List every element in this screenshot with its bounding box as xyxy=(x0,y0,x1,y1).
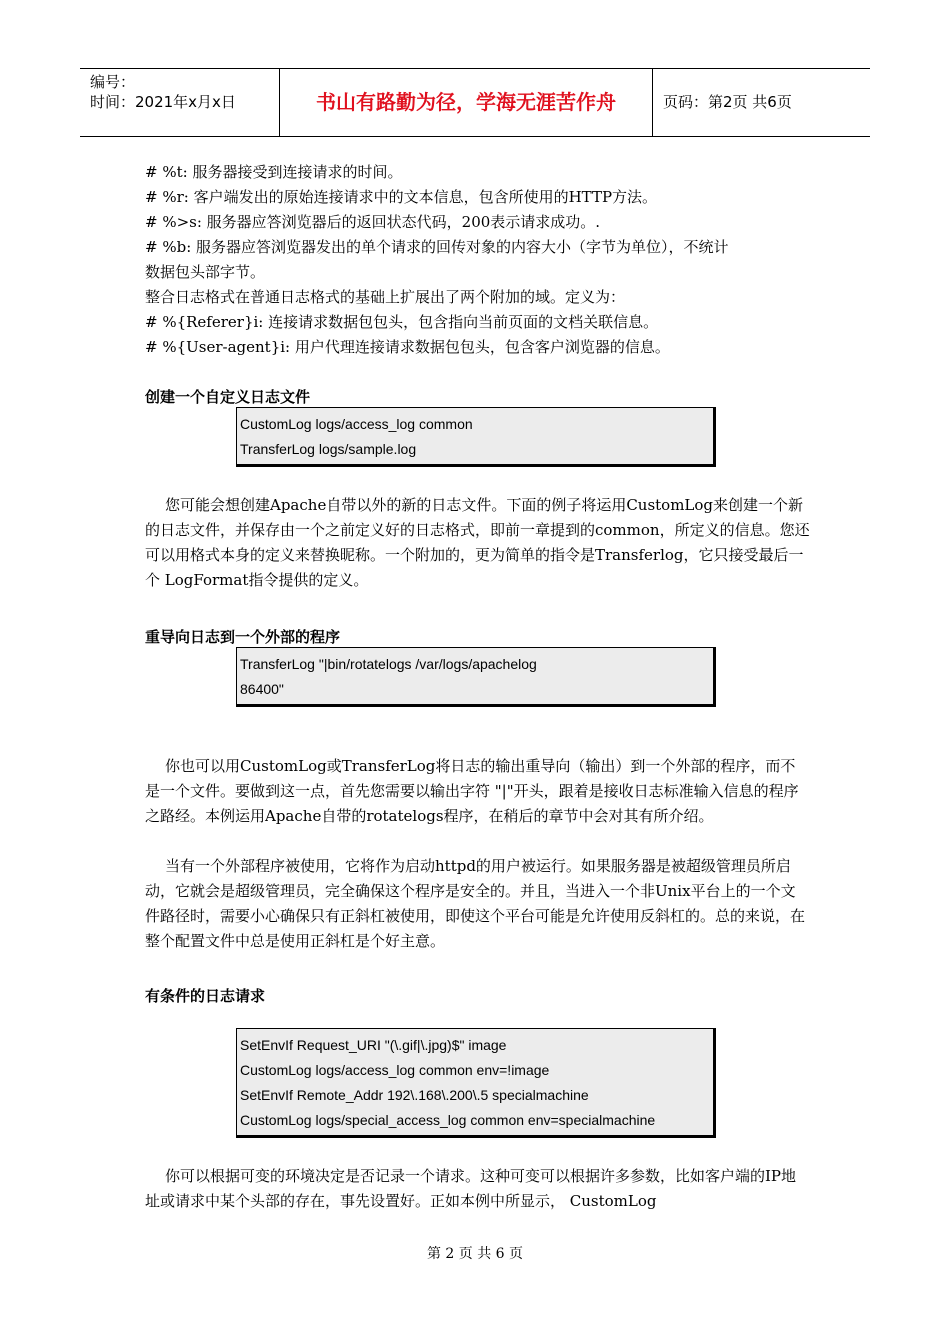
header-page-info: 页码：第2页 共6页 xyxy=(663,93,792,111)
paragraph-custom-log: 您可能会想创建Apache自带以外的新的日志文件。下面的例子将运用CustomLog来创建一个新的日志文件，并保存由一个之前定义好的日志格式，即前一章提到的common，所定义的信息。您还可以用格式本身的定义来替换昵称。一个附加的，更为简单的指令是Transferlog，它只接受最后一个 LogFormat指令提供的定义。 xyxy=(145,496,810,589)
header-meta xyxy=(80,69,280,136)
code-line: SetEnvIf Request_URI "(\.gif|\.jpg)$" image xyxy=(240,1037,507,1053)
code-line: CustomLog logs/access_log common xyxy=(240,416,473,432)
format-definitions xyxy=(145,160,810,360)
code-line: TransferLog logs/sample.log xyxy=(240,441,417,457)
code-block-redirect xyxy=(236,647,716,707)
format-line: # %t: 服务器接受到连接请求的时间。 xyxy=(145,163,403,181)
format-line: # %>s: 服务器应答浏览器后的返回状态代码，200表示请求成功。. xyxy=(145,213,601,231)
format-line: # %{User-agent}i: 用户代理连接请求数据包包头，包含客户浏览器的信息。 xyxy=(145,338,670,356)
header-motto: 书山有路勤为径，学海无涯苦作舟 xyxy=(280,69,653,136)
format-line: # %b: 服务器应答浏览器发出的单个请求的回传对象的内容大小（字节为单位），不统计 xyxy=(145,238,729,256)
page-header xyxy=(80,68,870,137)
document-date: 时间：2021年x月x日 xyxy=(90,93,236,111)
paragraph-external-program: 当有一个外部程序被使用，它将作为启动httpd的用户被运行。如果服务器是被超级管理员所启动，它就会是超级管理员，完全确保这个程序是安全的。并且，当进入一个非Unix平台上的一个文件路径时，需要小心确保只有正斜杠被使用，即使这个平台可能是允许使用反斜杠的。总的来说，在整个配置文件中总是使用正斜杠是个好主意。 xyxy=(145,857,806,950)
code-block-custom-log xyxy=(236,407,716,467)
format-line: # %r: 客户端发出的原始连接请求中的文本信息，包含所使用的HTTP方法。 xyxy=(145,188,658,206)
code-block-conditional xyxy=(236,1028,716,1138)
format-line: # %{Referer}i: 连接请求数据包包头，包含指向当前页面的文档关联信息。 xyxy=(145,313,659,331)
section-heading-custom-log: 创建一个自定义日志文件 xyxy=(145,388,311,406)
page-footer: 第 2 页 共 6 页 xyxy=(426,1246,524,1262)
document-body xyxy=(145,160,810,1214)
document-number-label: 编号： xyxy=(90,73,136,91)
code-line: 86400" xyxy=(240,681,284,697)
paragraph-redirect-output: 你也可以用CustomLog或TransferLog将日志的输出重导向（输出）到一个外部的程序，而不是一个文件。要做到这一点，首先您需要以输出字符 "|"开头，跟着是接收日志标准输入信息的程序之路经。本例运用Apache自带的rotatelogs程序，在稍后的章节中会对其有所介绍。 xyxy=(145,757,799,825)
format-line: 数据包头部字节。 xyxy=(145,263,266,281)
code-line: CustomLog logs/special_access_log common env=specialmachine xyxy=(240,1112,656,1128)
code-line: CustomLog logs/access_log common env=!image xyxy=(240,1062,550,1078)
paragraph-conditional: 你可以根据可变的环境决定是否记录一个请求。这种可变可以根据许多参数，比如客户端的IP地址或请求中某个头部的存在，事先设置好。正如本例中所显示， CustomLog xyxy=(145,1167,797,1210)
code-line: SetEnvIf Remote_Addr 192\.168\.200\.5 specialmachine xyxy=(240,1087,589,1103)
section-heading-conditional: 有条件的日志请求 xyxy=(145,987,266,1005)
format-line: 整合日志格式在普通日志格式的基础上扩展出了两个附加的域。定义为： xyxy=(145,288,626,306)
section-heading-redirect: 重导向日志到一个外部的程序 xyxy=(145,628,341,646)
code-line: TransferLog "|bin/rotatelogs /var/logs/apachelog xyxy=(240,656,537,672)
